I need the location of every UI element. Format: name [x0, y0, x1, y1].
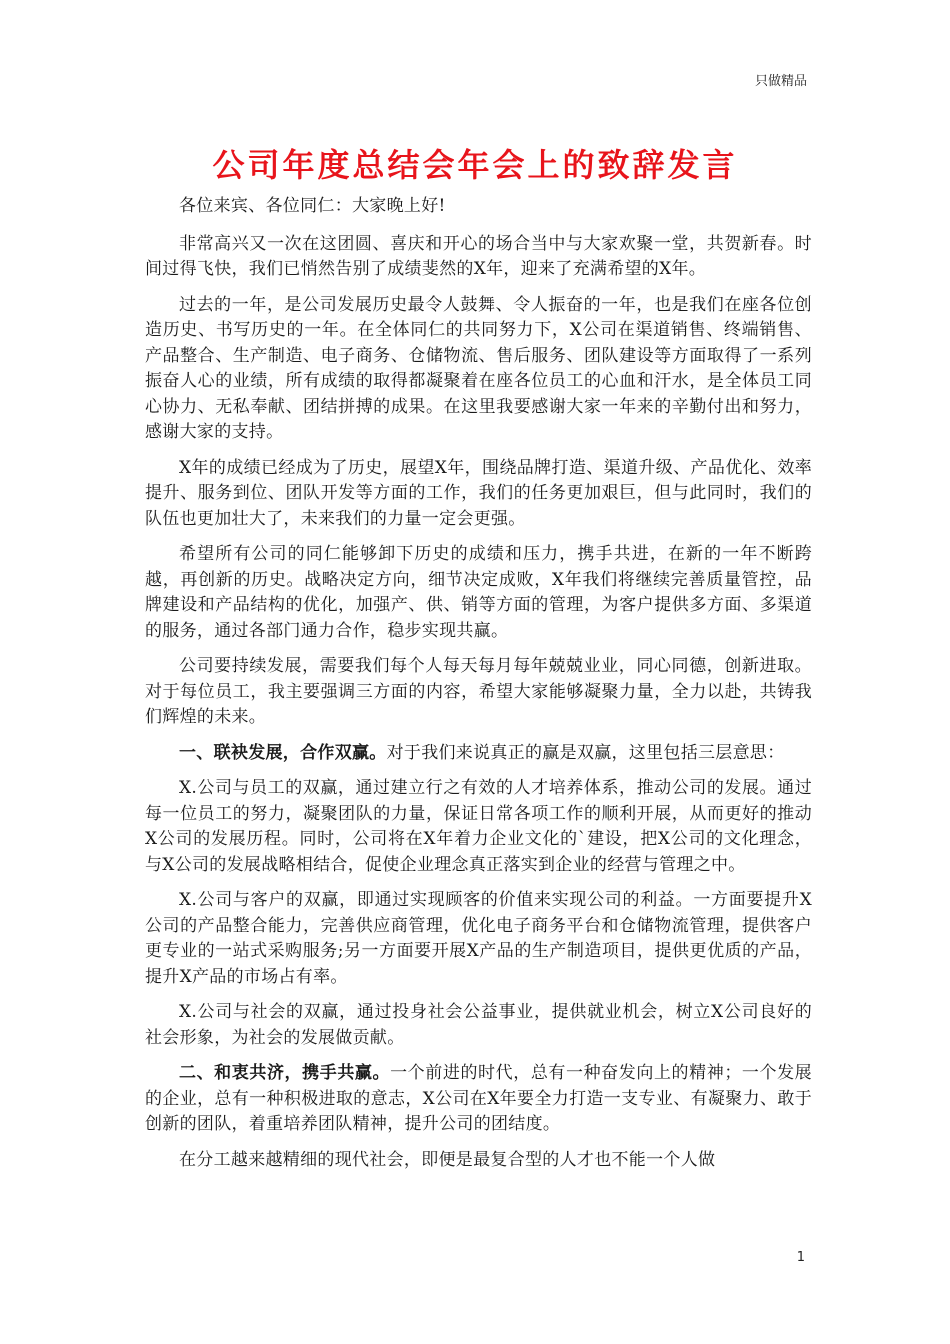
paragraph-text: X.公司与客户的双赢，即通过实现顾客的价值来实现公司的利益。一方面要提升X公司的产品整合能力，完善供应商管理，优化电子商务平台和仓储物流管理，提供客户更专业的一站式采购服务;另一方面要开展X产品的生产制造项目，提供更优质的产品，提升X产品的市场占有率。 [145, 890, 812, 987]
paragraph-text: 一个前进的时代，总有一种奋发向上的精神；一个发展的企业，总有一种积极进取的意志，X公司在X年要全力打造一支专业、有凝聚力、敢于创新的团队，着重培养团队精神，提升公司的团结度。 [145, 1063, 812, 1134]
page-number: 1 [796, 1250, 805, 1265]
paragraph-text: 过去的一年，是公司发展历史最令人鼓舞、令人振奋的一年，也是我们在座各位创造历史、书写历史的一年。在全体同仁的共同努力下，X公司在渠道销售、终端销售、产品整合、生产制造、电子商务、仓储物流、售后服务、团队建设等方面取得了一系列振奋人心的业绩，所有成绩的取得都凝聚着在座各位员工的心血和汗水，是全体员工同心协力、无私奉献、团结拼搏的成果。在这里我要感谢大家一年来的辛勤付出和努力，感谢大家的支持。 [145, 294, 812, 442]
section-heading: 一、联袂发展，合作双赢。 [179, 742, 387, 763]
section-heading: 二、和衷共济，携手共赢。 [179, 1063, 391, 1083]
header-note: 只做精品 [754, 74, 807, 89]
paragraph-text: X.公司与社会的双赢，通过投身社会公益事业，提供就业机会，树立X公司良好的社会形象，为社会的发展做贡献。 [145, 1002, 812, 1048]
paragraph-text: 各位来宾、各位同仁：大家晚上好! [179, 196, 446, 216]
paragraph [145, 232, 812, 283]
paragraph [145, 456, 812, 533]
paragraph-text: 在分工越来越精细的现代社会，即便是最复合型的人才也不能一个人做 [179, 1149, 716, 1170]
paragraph-text: 希望所有公司的同仁能够卸下历史的成绩和压力，携手共进，在新的一年不断跨越，再创新的历史。战略决定方向，细节决定成败，X年我们将继续完善质量管控，品牌建设和产品结构的优化，加强产、供、销等方面的管理，为客户提供多方面、多渠道的服务，通过各部门通力合作，稳步实现共赢。 [145, 544, 812, 641]
paragraph [145, 888, 812, 990]
paragraph [145, 1000, 812, 1051]
paragraph-text: 非常高兴又一次在这团圆、喜庆和开心的场合当中与大家欢聚一堂，共贺新春。时间过得飞快，我们已悄然告别了成绩斐然的X年，迎来了充满希望的X年。 [145, 233, 812, 279]
document-body [145, 194, 812, 1183]
paragraph-text: 公司要持续发展，需要我们每个人每天每月每年兢兢业业，同心同德，创新进取。对于每位员工，我主要强调三方面的内容，希望大家能够凝聚力量，全力以赴，共铸我们辉煌的未来。 [145, 656, 812, 727]
paragraph [145, 293, 812, 446]
paragraph [145, 1148, 812, 1174]
document-title: 公司年度总结会年会上的致辞发言 [212, 146, 738, 184]
section-heading-paragraph [145, 1061, 812, 1138]
paragraph [145, 542, 812, 644]
paragraph [145, 776, 812, 878]
section-heading-paragraph [145, 741, 812, 767]
paragraph [145, 654, 812, 731]
paragraph-greeting [145, 194, 812, 220]
paragraph-text: X年的成绩已经成为了历史，展望X年，围绕品牌打造、渠道升级、产品优化、效率提升、服务到位、团队开发等方面的工作，我们的任务更加艰巨，但与此同时，我们的队伍也更加壮大了，未来我们的力量一定会更强。 [145, 457, 812, 529]
paragraph-text: X.公司与员工的双赢，通过建立行之有效的人才培养体系，推动公司的发展。通过每一位员工的努力，凝聚团队的力量，保证日常各项工作的顺利开展，从而更好的推动X公司的发展历程。同时，公司将在X年着力企业文化的`建设，把X公司的文化理念，与X公司的发展战略相结合，促使企业理念真正落实到企业的经营与管理之中。 [145, 778, 812, 875]
paragraph-text: 对于我们来说真正的赢是双赢，这里包括三层意思： [386, 742, 785, 763]
